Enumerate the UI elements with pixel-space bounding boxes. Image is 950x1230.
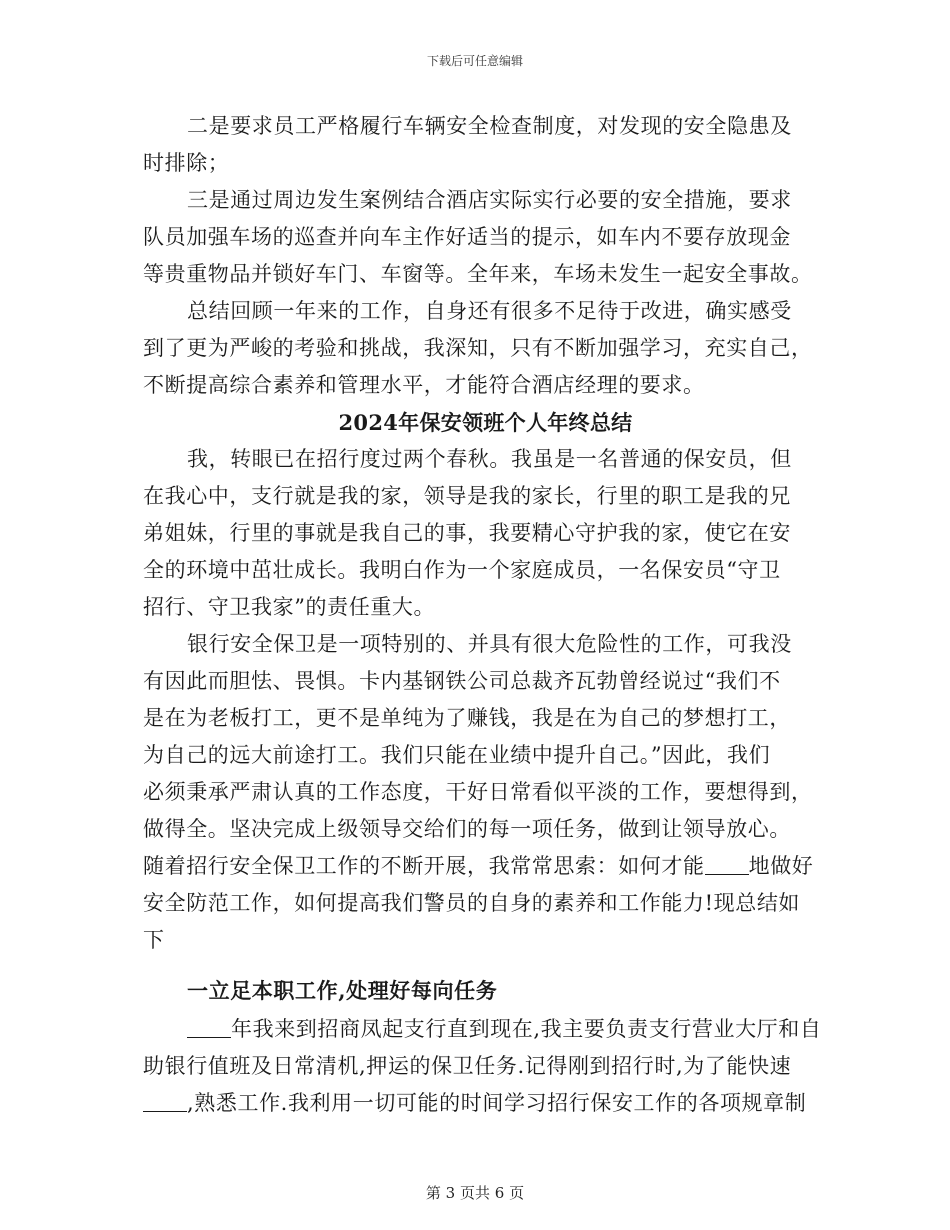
paragraph-line: 三是通过周边发生案例结合酒店实际实行必要的安全措施，要求 — [187, 188, 792, 212]
page-header: 下载后可任意编辑 — [426, 54, 523, 68]
paragraph-line: 我，转眼已在招行度过两个春秋。我虽是一名普通的保安员，但 — [187, 447, 792, 471]
document-body — [143, 108, 822, 1122]
paragraph-line: 助银行值班及日常清机,押运的保卫任务.记得刚到招行时,为了能快速 — [143, 1054, 792, 1078]
paragraph-line: 全的环境中茁壮成长。我明白作为一个家庭成员，一名保安员“守卫 — [143, 558, 781, 582]
line-text: 地做好 — [748, 854, 814, 878]
section-title: 2024年保安领班个人年终总结 — [338, 410, 633, 435]
subsection-heading: 一立足本职工作,处理好每向任务 — [187, 978, 498, 1003]
paragraph-line: 二是要求员工严格履行车辆安全检查制度，对发现的安全隐患及 — [187, 114, 792, 138]
paragraph-line: 到了更为严峻的考验和挑战，我深知，只有不断加强学习，充实自己， — [143, 336, 813, 360]
paragraph-line: 时排除； — [143, 151, 230, 175]
line-text: 随着招行安全保卫工作的不断开展，我常常思索：如何才能 — [143, 854, 705, 878]
paragraph-line: 有因此而胆怯、畏惧。卡内基钢铁公司总裁齐瓦勃曾经说过“我们不 — [143, 669, 781, 693]
paragraph-line: 不断提高综合素养和管理水平，才能符合酒店经理的要求。 — [143, 373, 705, 397]
paragraph-line: 队员加强车场的巡查并向车主作好适当的提示，如车内不要存放现金 — [143, 225, 791, 249]
fill-blank — [143, 1091, 187, 1112]
line-text: ,熟悉工作.我利用一切可能的时间学习招行保安工作的各项规章制 — [187, 1091, 807, 1115]
line-text: 年我来到招商凤起支行直到现在,我主要负责支行营业大厅和自 — [231, 1017, 822, 1041]
paragraph-line: 在我心中，支行就是我的家，领导是我的家长，行里的职工是我的兄 — [143, 484, 791, 508]
paragraph-line: 等贵重物品并锁好车门、车窗等。全年来，车场未发生一起安全事故。 — [143, 262, 813, 286]
paragraph-line: 弟姐妹，行里的事就是我自己的事，我要精心守护我的家，使它在安 — [143, 521, 791, 545]
paragraph-line: 下 — [143, 928, 165, 952]
fill-blank — [705, 854, 749, 875]
paragraph-line: 银行安全保卫是一项特别的、并具有很大危险性的工作，可我没 — [187, 632, 792, 656]
paragraph-line — [143, 1085, 808, 1122]
paragraph-line: 总结回顾一年来的工作，自身还有很多不足待于改进，确实感受 — [187, 299, 792, 323]
page-footer: 第 3 页共 6 页 — [425, 1184, 525, 1202]
paragraph-line — [143, 848, 814, 885]
paragraph-line — [143, 1011, 822, 1048]
paragraph-line: 是在为老板打工，更不是单纯为了赚钱，我是在为自己的梦想打工， — [143, 706, 791, 730]
paragraph-line: 做得全。坚决完成上级领导交给们的每一项任务，做到让领导放心。 — [143, 817, 791, 841]
paragraph-line: 必须秉承严肃认真的工作态度，干好日常看似平淡的工作，要想得到， — [143, 780, 813, 804]
paragraph-line: 招行、守卫我家”的责任重大。 — [143, 595, 436, 619]
paragraph-line: 为自己的远大前途打工。我们只能在业绩中提升自己。”因此，我们 — [143, 743, 771, 767]
fill-blank — [187, 1017, 231, 1038]
paragraph-line: 安全防范工作，如何提高我们警员的自身的素养和工作能力!现总结如 — [143, 891, 801, 915]
